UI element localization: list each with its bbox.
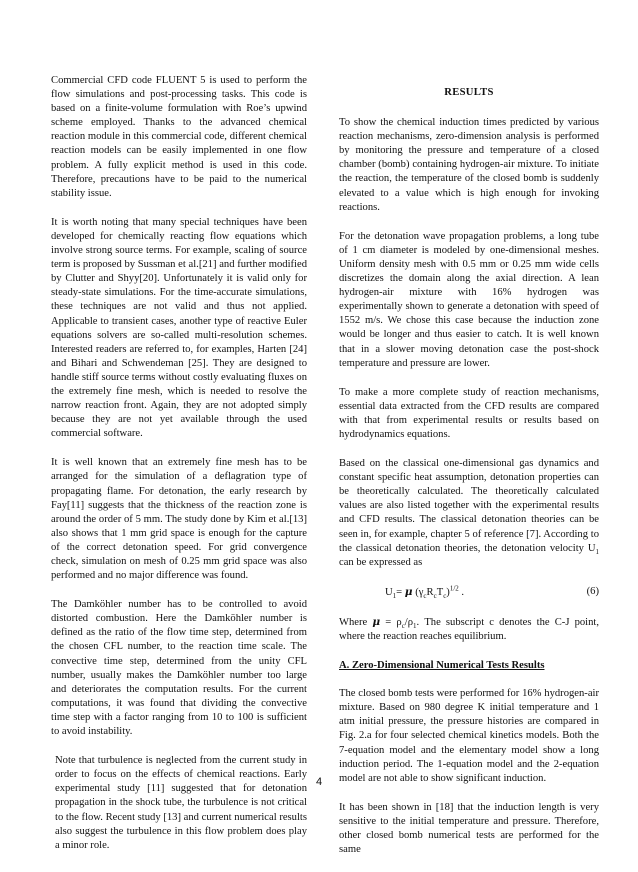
mu-symbol: μ bbox=[404, 585, 413, 598]
paragraph-fluent-code: Commercial CFD code FLUENT 5 is used to perform the flow simulations and post-processing tasks. This code is based on a finite-volume formulation with Roe’s upwind scheme employed. Thanks to the advanced chemical reaction module in this commercial code, different chemical reaction models can be easily implemented in one flow problem. A fully explicit method is used in this code. Therefore, precautions have to be paid to the numerical stability issue. bbox=[51, 75, 307, 199]
paragraph-classical-theory: Based on the classical one-dimensional gas dynamics and constant specific heat assumption, detonation properties can be theoretically calculated. The theoretically calculated values are also listed together with the experimental results and CFD results. The classical detonation theories can be seen in, for example, chapter 5 of reference [7]. According to the classical detonation theories, the detonation velocity $U_1$ can be expressed as bbox=[339, 458, 599, 568]
subsection-heading-zero-dimensional: A. Zero-Dimensional Numerical Tests Results bbox=[339, 660, 545, 672]
paragraph-special-techniques: It is worth noting that many special techniques have been developed for chemically reacting flow equations which involve strong source terms. For example, scaling of source term is proposed by Sussman et al.[21] and further modified by Clutter and Shyy[20]. Unfortunately it is valid only for steady-state simulations. For the time-accurate simulations, these techniques are not valid and thus not applied. Applicable to transient cases, another type of reactive Euler equations solvers are so-called multi-resolution schemes. Interested readers are referred to, for examples, Harten [24] and Bihari and Schwendeman [25]. They are designed to handle stiff source terms without costly evaluating fluxes on the extremely fine mesh, which is needed to resolve the narrow reaction front. Again, they are not adopted simply because they are not yet available through the used commercial software. bbox=[51, 216, 307, 440]
paragraph-where-mu: Where $\mu = \rho_c/\rho_1$. The subscript c denotes the C-J point, where the reaction reaches equilibrium. bbox=[339, 615, 600, 642]
paragraph-closed-bomb-tests: The closed bomb tests were performed for 16% hydrogen-air mixture. Based on 980 degree K initial temperature and 1 atm initial pressure, the pressure histories are compared in Fig. 2.a for four selected chemical kinetics models. Both the 7-equation model and the elementary model show a long induction period. The 1-equation model and the 2-equation model are not able to show significant induction. bbox=[339, 688, 599, 784]
equation-6 bbox=[339, 585, 599, 600]
section-heading-results: RESULTS bbox=[444, 87, 494, 98]
paragraph-complete-study: To make a more complete study of reaction mechanisms, essential data extracted from the CFD results are compared with that from experimental results or results based on hydrodynamics equations. bbox=[339, 386, 599, 440]
paragraph-detonation-tube: For the detonation wave propagation problems, a long tube of 1 cm diameter is modeled by one-dimensional meshes. Uniform density mesh with 0.5 mm or 0.25 mm wide cells discretizes the domain along the axial direction. A lean hydrogen-air mixture with 16% hydrogen was experimentally shown to generate a detonation with speed of 1552 m/s. We chose this case because the induction zone would be longer and thus easier to catch. It is well known that in a slower moving detonation case the post-shock temperature and pressure are lower. bbox=[339, 230, 599, 369]
right-column bbox=[339, 86, 599, 872]
left-column bbox=[51, 74, 307, 853]
paragraph-fine-mesh: It is well known that an extremely fine mesh has to be arranged for the simulation of a deflagration type of propagating flame. For detonation, the early research by Fay[11] suggests that the thickness of the reaction zone is around the order of 5 mm. The study done by Kim et al.[13] also shows that 1 mm grid space is enough for the capture of the correct detonation speed. For grid convergence check, simulation on mesh of 0.25 mm grid space was also performed and no major difference was found. bbox=[51, 457, 307, 582]
paragraph-turbulence-note: Note that turbulence is neglected from the current study in order to focus on the effects of chemical reactions. Early experimental study [11] suggested that for detonation propagation in the shock tube, the turbulence is not critical to the flow. Recent study [13] and current numerical results also suggest the turbulence in this flow problem does play a minor role. bbox=[55, 755, 307, 851]
equation-expression: $U_1= \mu$ $(\gamma_cR_cT_c)^{1/2}$ . bbox=[385, 584, 465, 600]
paragraph-induction-times: To show the chemical induction times predicted by various reaction mechanisms, zero-dimension analysis is performed by monitoring the pressure and temperature of a closed chamber (bomb) containing hydrogen-air mixture. To initiate the reaction, the temperature of the closed bomb is suddenly elevated to a value which is high enough for invoking reactions. bbox=[339, 117, 599, 213]
equation-number: (6) bbox=[586, 585, 599, 597]
paragraph-induction-length: It has been shown in [18] that the induction length is very sensitive to the initial temperature and pressure. Therefore, other closed bomb numerical tests are performed for the same bbox=[339, 801, 599, 856]
paragraph-damkohler: The Damköhler number has to be controlled to avoid distorted combustion. Here the Damköhler number is defined as the ratio of the flow time step, determined from the chosen CFL number, to the reaction time scale. The convective time step, determined from the unity CFL number, usually makes the Damköhler number too large and deteriorates the computation results. For the current computations, it was found that dividing the convective time step with a factor ranging from 10 to 100 is sufficient to avoid instability. bbox=[51, 599, 307, 738]
page-number: 4 bbox=[315, 776, 323, 788]
